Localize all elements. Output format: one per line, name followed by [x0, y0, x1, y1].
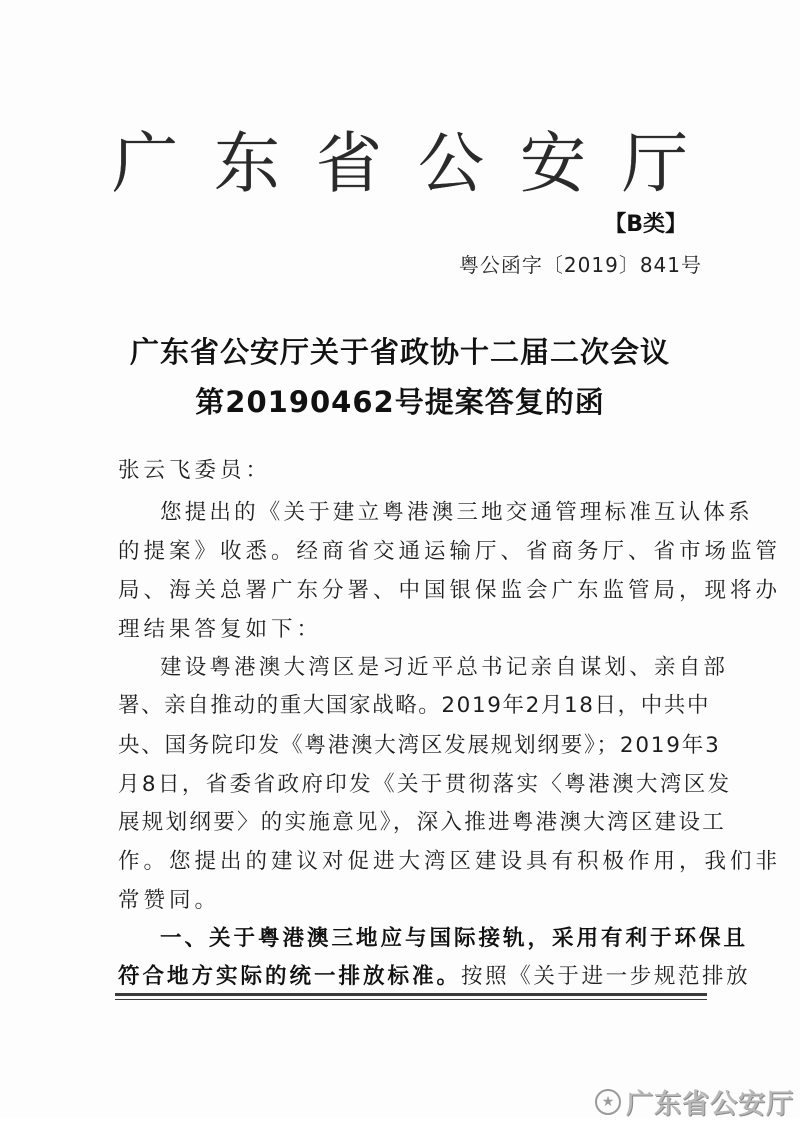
paragraph-1-line-3: 局、海关总署广东分署、中国银保监会广东监管局，现将办: [118, 578, 782, 603]
paragraph-2-line-5: 展规划纲要〉的实施意见》，深入推进粤港澳大湾区建设工: [118, 810, 727, 835]
paragraph-3-bold-lead: 符合地方实际的统一排放标准。: [118, 964, 462, 989]
paragraph-2-line-3: 央、国务院印发《粤港澳大湾区发展规划纲要》；2019年3: [118, 733, 721, 758]
paragraph-2-line-1: 建设粤港澳大湾区是习近平总书记亲自谋划、亲自部: [160, 655, 729, 680]
paragraph-2-line-7: 常赞同。: [118, 888, 221, 913]
paragraph-2-line-6: 作。您提出的建议对促进大湾区建设具有积极作用，我们非: [118, 849, 782, 874]
paragraph-1-line-2: 的提案》收悉。经商省交通运输厅、省商务厅、省市场监管: [118, 539, 782, 564]
document-number: 粤公函字〔2019〕841号: [458, 253, 702, 277]
footer-separator-thin: [115, 999, 707, 1000]
paragraph-2-line-2: 署、亲自推动的重大国家战略。2019年2月18日，中共中: [118, 693, 711, 718]
paragraph-1-line-4: 理结果答复如下：: [118, 617, 323, 642]
letterhead-title: 广东省公安厅: [112, 125, 724, 202]
document-title-line-1: 广东省公安厅关于省政协十二届二次会议: [129, 335, 670, 369]
watermark: [595, 1082, 794, 1121]
paragraph-3-line-1: 一、关于粤港澳三地应与国际接轨，采用有利于环保且: [160, 926, 749, 951]
footer-separator-thick: [115, 993, 707, 996]
police-badge-icon: ★: [595, 1089, 621, 1115]
watermark-text: 广东省公安厅: [626, 1089, 794, 1120]
salutation: 张云飞委员：: [118, 458, 272, 483]
paragraph-3-rest: 按照《关于进一步规范排放: [461, 964, 751, 989]
paragraph-1-line-1: 您提出的《关于建立粤港澳三地交通管理标准互认体系: [160, 500, 753, 525]
paragraph-2-line-4: 月8日，省委省政府印发《关于贯彻落实〈粤港澳大湾区发: [118, 772, 732, 797]
document-title-line-2: 第20190462号提案答复的函: [195, 385, 605, 419]
paragraph-3-line-2: [118, 961, 751, 992]
category-label: 【B类】: [604, 212, 687, 237]
